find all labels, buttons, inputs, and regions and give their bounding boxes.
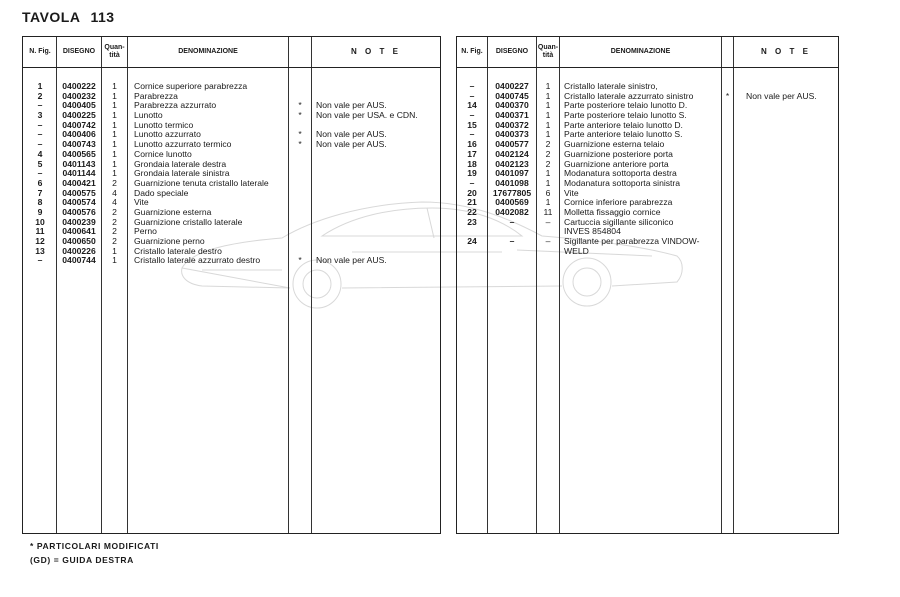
part-drawing-number: 0400565	[62, 148, 96, 159]
part-quantity: 1	[545, 197, 551, 208]
part-drawing-number: 0400232	[62, 90, 96, 101]
modified-marker: *	[298, 100, 302, 111]
part-quantity: 1	[545, 129, 551, 140]
table-row	[457, 247, 838, 257]
part-fig-number: 7	[37, 187, 43, 198]
part-drawing-number: 0400406	[62, 129, 96, 140]
part-fig-number: –	[469, 177, 475, 188]
part-quantity: –	[545, 236, 551, 246]
col-note-header: N O T E	[351, 47, 401, 56]
part-fig-number: –	[37, 129, 43, 140]
part-description: Guarnizione esterna telaio	[564, 139, 665, 150]
part-fig-number: 10	[35, 216, 45, 227]
footnote-right-drive: (GD) = GUIDA DESTRA	[30, 555, 134, 565]
part-fig-number: 11	[35, 226, 45, 237]
part-fig-number: 1	[37, 81, 43, 91]
part-fig-number: 9	[37, 206, 43, 217]
part-note: Non vale per USA. e CDN.	[316, 110, 418, 121]
part-quantity: –	[545, 216, 551, 227]
part-quantity: 1	[112, 158, 117, 169]
part-description: Dado speciale	[134, 187, 189, 198]
modified-marker: *	[298, 129, 302, 140]
part-description: WELD	[564, 245, 589, 256]
part-quantity: 1	[545, 168, 551, 179]
part-description: Sigillante per parabrezza VINDOW-	[564, 236, 700, 246]
part-description: Perno	[134, 226, 157, 237]
part-fig-number: 12	[35, 236, 45, 246]
part-quantity: 6	[545, 187, 551, 198]
part-description: Cartuccia sigillante siliconico	[564, 216, 674, 227]
part-fig-number: 23	[467, 216, 477, 227]
part-description: Vite	[564, 187, 579, 198]
part-fig-number: 14	[467, 100, 477, 111]
part-fig-number: 13	[35, 245, 45, 256]
part-fig-number: 2	[37, 90, 43, 101]
part-drawing-number: 0400405	[62, 100, 96, 111]
part-drawing-number: 0400745	[495, 90, 529, 101]
part-drawing-number: 0400650	[62, 236, 96, 246]
part-description: Parte anteriore telaio lunotto S.	[564, 129, 683, 140]
part-fig-number: –	[469, 110, 475, 121]
part-drawing-number: 0400743	[62, 139, 96, 150]
part-description: Guarnizione posteriore porta	[564, 148, 673, 159]
table-header	[457, 37, 838, 68]
modified-marker: *	[298, 139, 302, 150]
col-denominazione-header: DENOMINAZIONE	[178, 48, 238, 55]
part-drawing-number: 0400574	[62, 197, 96, 208]
col-note-header: N O T E	[761, 47, 811, 56]
part-description: Parabrezza	[134, 90, 178, 101]
part-note: Non vale per AUS.	[316, 100, 387, 111]
part-note: Non vale per AUS.	[746, 90, 817, 101]
footnote-modified: * PARTICOLARI MODIFICATI	[30, 541, 159, 551]
col-quantita-header: Quan-tità	[104, 44, 125, 59]
part-drawing-number: 0400227	[495, 81, 529, 91]
part-quantity: 1	[112, 139, 117, 150]
part-quantity: 1	[545, 100, 551, 111]
part-description: Cristallo laterale azzurrato sinistro	[564, 90, 694, 101]
part-drawing-number: 0400222	[62, 81, 96, 91]
part-quantity: 1	[545, 119, 551, 130]
part-drawing-number: 0400742	[62, 119, 96, 130]
part-drawing-number: 0401144	[62, 168, 96, 179]
part-quantity: 1	[112, 255, 117, 266]
part-description: Lunotto termico	[134, 119, 194, 130]
parts-list-left	[23, 82, 440, 266]
part-description: Guarnizione perno	[134, 236, 205, 246]
part-description: Cristallo laterale azzurrato destro	[134, 255, 261, 266]
part-note: Non vale per AUS.	[316, 139, 387, 150]
col-fig-header: N. Fig.	[461, 48, 483, 55]
part-description: Guarnizione tenuta cristallo laterale	[134, 177, 269, 188]
part-fig-number: –	[37, 168, 43, 179]
part-fig-number: 20	[467, 187, 477, 198]
part-fig-number: 15	[467, 119, 477, 130]
part-note: Non vale per AUS.	[316, 255, 387, 266]
col-denominazione-header: DENOMINAZIONE	[610, 48, 671, 55]
part-quantity: 1	[545, 90, 551, 101]
col-fig-header: N. Fig.	[29, 48, 51, 55]
part-drawing-number: 0400577	[495, 139, 529, 150]
part-description: Molletta fissaggio cornice	[564, 206, 661, 217]
modified-marker: *	[725, 90, 730, 101]
part-drawing-number: 0400371	[495, 110, 529, 121]
part-quantity: 11	[543, 206, 553, 217]
table-row	[457, 237, 838, 247]
part-quantity: 2	[112, 236, 117, 246]
part-fig-number: 5	[37, 158, 43, 169]
modified-marker: *	[298, 255, 302, 266]
part-quantity: 4	[112, 197, 117, 208]
modified-marker: *	[298, 110, 302, 121]
part-description: Cristallo laterale destro	[134, 245, 222, 256]
part-quantity: 1	[112, 129, 117, 140]
part-quantity: 1	[112, 100, 117, 111]
part-description: Modanatura sottoporta sinistra	[564, 177, 681, 188]
part-quantity: 2	[112, 216, 117, 227]
part-description: Parabrezza azzurrato	[134, 100, 217, 111]
part-quantity: 2	[112, 206, 117, 217]
part-description: Guarnizione cristallo laterale	[134, 216, 243, 227]
part-description: Cristallo laterale sinistro,	[564, 81, 658, 91]
part-quantity: 1	[545, 81, 551, 91]
part-description: Parte posteriore telaio lunotto D.	[564, 100, 688, 111]
part-fig-number: –	[37, 100, 43, 111]
part-drawing-number: 0401098	[495, 177, 529, 188]
part-drawing-number: 17677805	[492, 187, 532, 198]
part-drawing-number: 0400575	[62, 187, 96, 198]
part-description: Lunotto	[134, 110, 163, 121]
part-description: Cornice superiore parabrezza	[134, 81, 248, 91]
part-fig-number: 17	[467, 148, 477, 159]
part-quantity: 2	[545, 139, 551, 150]
part-quantity: 1	[545, 177, 551, 188]
parts-table-left	[22, 36, 441, 534]
part-fig-number: 8	[37, 197, 43, 208]
part-drawing-number: 0401097	[495, 168, 529, 179]
part-description: Vite	[134, 197, 149, 208]
title-label: TAVOLA	[22, 9, 81, 25]
part-fig-number: –	[37, 139, 43, 150]
part-drawing-number: 0400576	[62, 206, 96, 217]
part-description: Parte posteriore telaio lunotto S.	[564, 110, 687, 121]
part-fig-number: –	[469, 90, 475, 101]
part-quantity: 1	[112, 119, 117, 130]
part-fig-number: 16	[467, 139, 477, 150]
part-description: Cornice lunotto	[134, 148, 192, 159]
part-quantity: 2	[112, 226, 117, 237]
part-quantity: 1	[112, 81, 117, 91]
part-drawing-number: 0400225	[62, 110, 96, 121]
part-description: INVES 854804	[564, 226, 621, 237]
part-fig-number: 19	[467, 168, 477, 179]
part-description: Grondaia laterale sinistra	[134, 168, 230, 179]
page-title	[22, 9, 115, 25]
part-fig-number: 3	[37, 110, 43, 121]
part-description: Guarnizione anteriore porta	[564, 158, 669, 169]
part-fig-number: 22	[467, 206, 477, 217]
part-description: Grondaia laterale destra	[134, 158, 227, 169]
part-drawing-number: 0400569	[495, 197, 529, 208]
part-description: Modanatura sottoporta destra	[564, 168, 677, 179]
part-drawing-number: –	[509, 236, 515, 246]
part-drawing-number: 0402124	[495, 148, 529, 159]
col-disegno-header: DISEGNO	[495, 48, 529, 55]
part-drawing-number: 0400370	[495, 100, 529, 111]
part-drawing-number: 0402082	[495, 206, 529, 217]
part-fig-number: –	[469, 129, 475, 140]
part-quantity: 2	[112, 177, 117, 188]
part-fig-number: –	[469, 81, 475, 91]
part-drawing-number: 0401143	[62, 158, 96, 169]
part-quantity: 2	[545, 148, 551, 159]
part-drawing-number: 0400744	[62, 255, 96, 266]
part-description: Parte anteriore telaio lunotto D.	[564, 119, 683, 130]
parts-table-right	[456, 36, 839, 534]
part-quantity: 1	[112, 168, 117, 179]
part-drawing-number: 0400226	[62, 245, 96, 256]
part-drawing-number: 0402123	[495, 158, 529, 169]
part-fig-number: 6	[37, 177, 43, 188]
part-fig-number: 24	[467, 236, 477, 246]
part-description: Lunotto azzurrato	[134, 129, 201, 140]
part-quantity: 4	[112, 187, 117, 198]
part-drawing-number: 0400641	[62, 226, 96, 237]
part-fig-number: 21	[467, 197, 477, 208]
part-drawing-number: 0400421	[62, 177, 96, 188]
part-description: Guarnizione esterna	[134, 206, 212, 217]
part-quantity: 1	[112, 110, 117, 121]
part-drawing-number: 0400239	[62, 216, 96, 227]
part-quantity: 1	[545, 110, 551, 121]
part-description: Cornice inferiore parabrezza	[564, 197, 673, 208]
part-description: Lunotto azzurrato termico	[134, 139, 232, 150]
part-drawing-number: –	[509, 216, 515, 227]
part-note: Non vale per AUS.	[316, 129, 387, 140]
table-row	[23, 256, 440, 266]
table-number: 113	[90, 9, 115, 25]
part-fig-number: 4	[37, 148, 43, 159]
part-drawing-number: 0400373	[495, 129, 529, 140]
part-quantity: 1	[112, 90, 117, 101]
part-quantity: 1	[112, 245, 117, 256]
parts-list-right	[457, 82, 838, 256]
part-fig-number: –	[37, 255, 43, 266]
part-fig-number: –	[37, 119, 43, 130]
part-quantity: 1	[112, 148, 117, 159]
table-row	[457, 218, 838, 228]
part-drawing-number: 0400372	[495, 119, 529, 130]
col-disegno-header: DISEGNO	[62, 48, 96, 55]
part-quantity: 2	[545, 158, 551, 169]
part-fig-number: 18	[467, 158, 477, 169]
col-quantita-header: Quan-tità	[537, 44, 559, 59]
table-header	[23, 37, 440, 68]
